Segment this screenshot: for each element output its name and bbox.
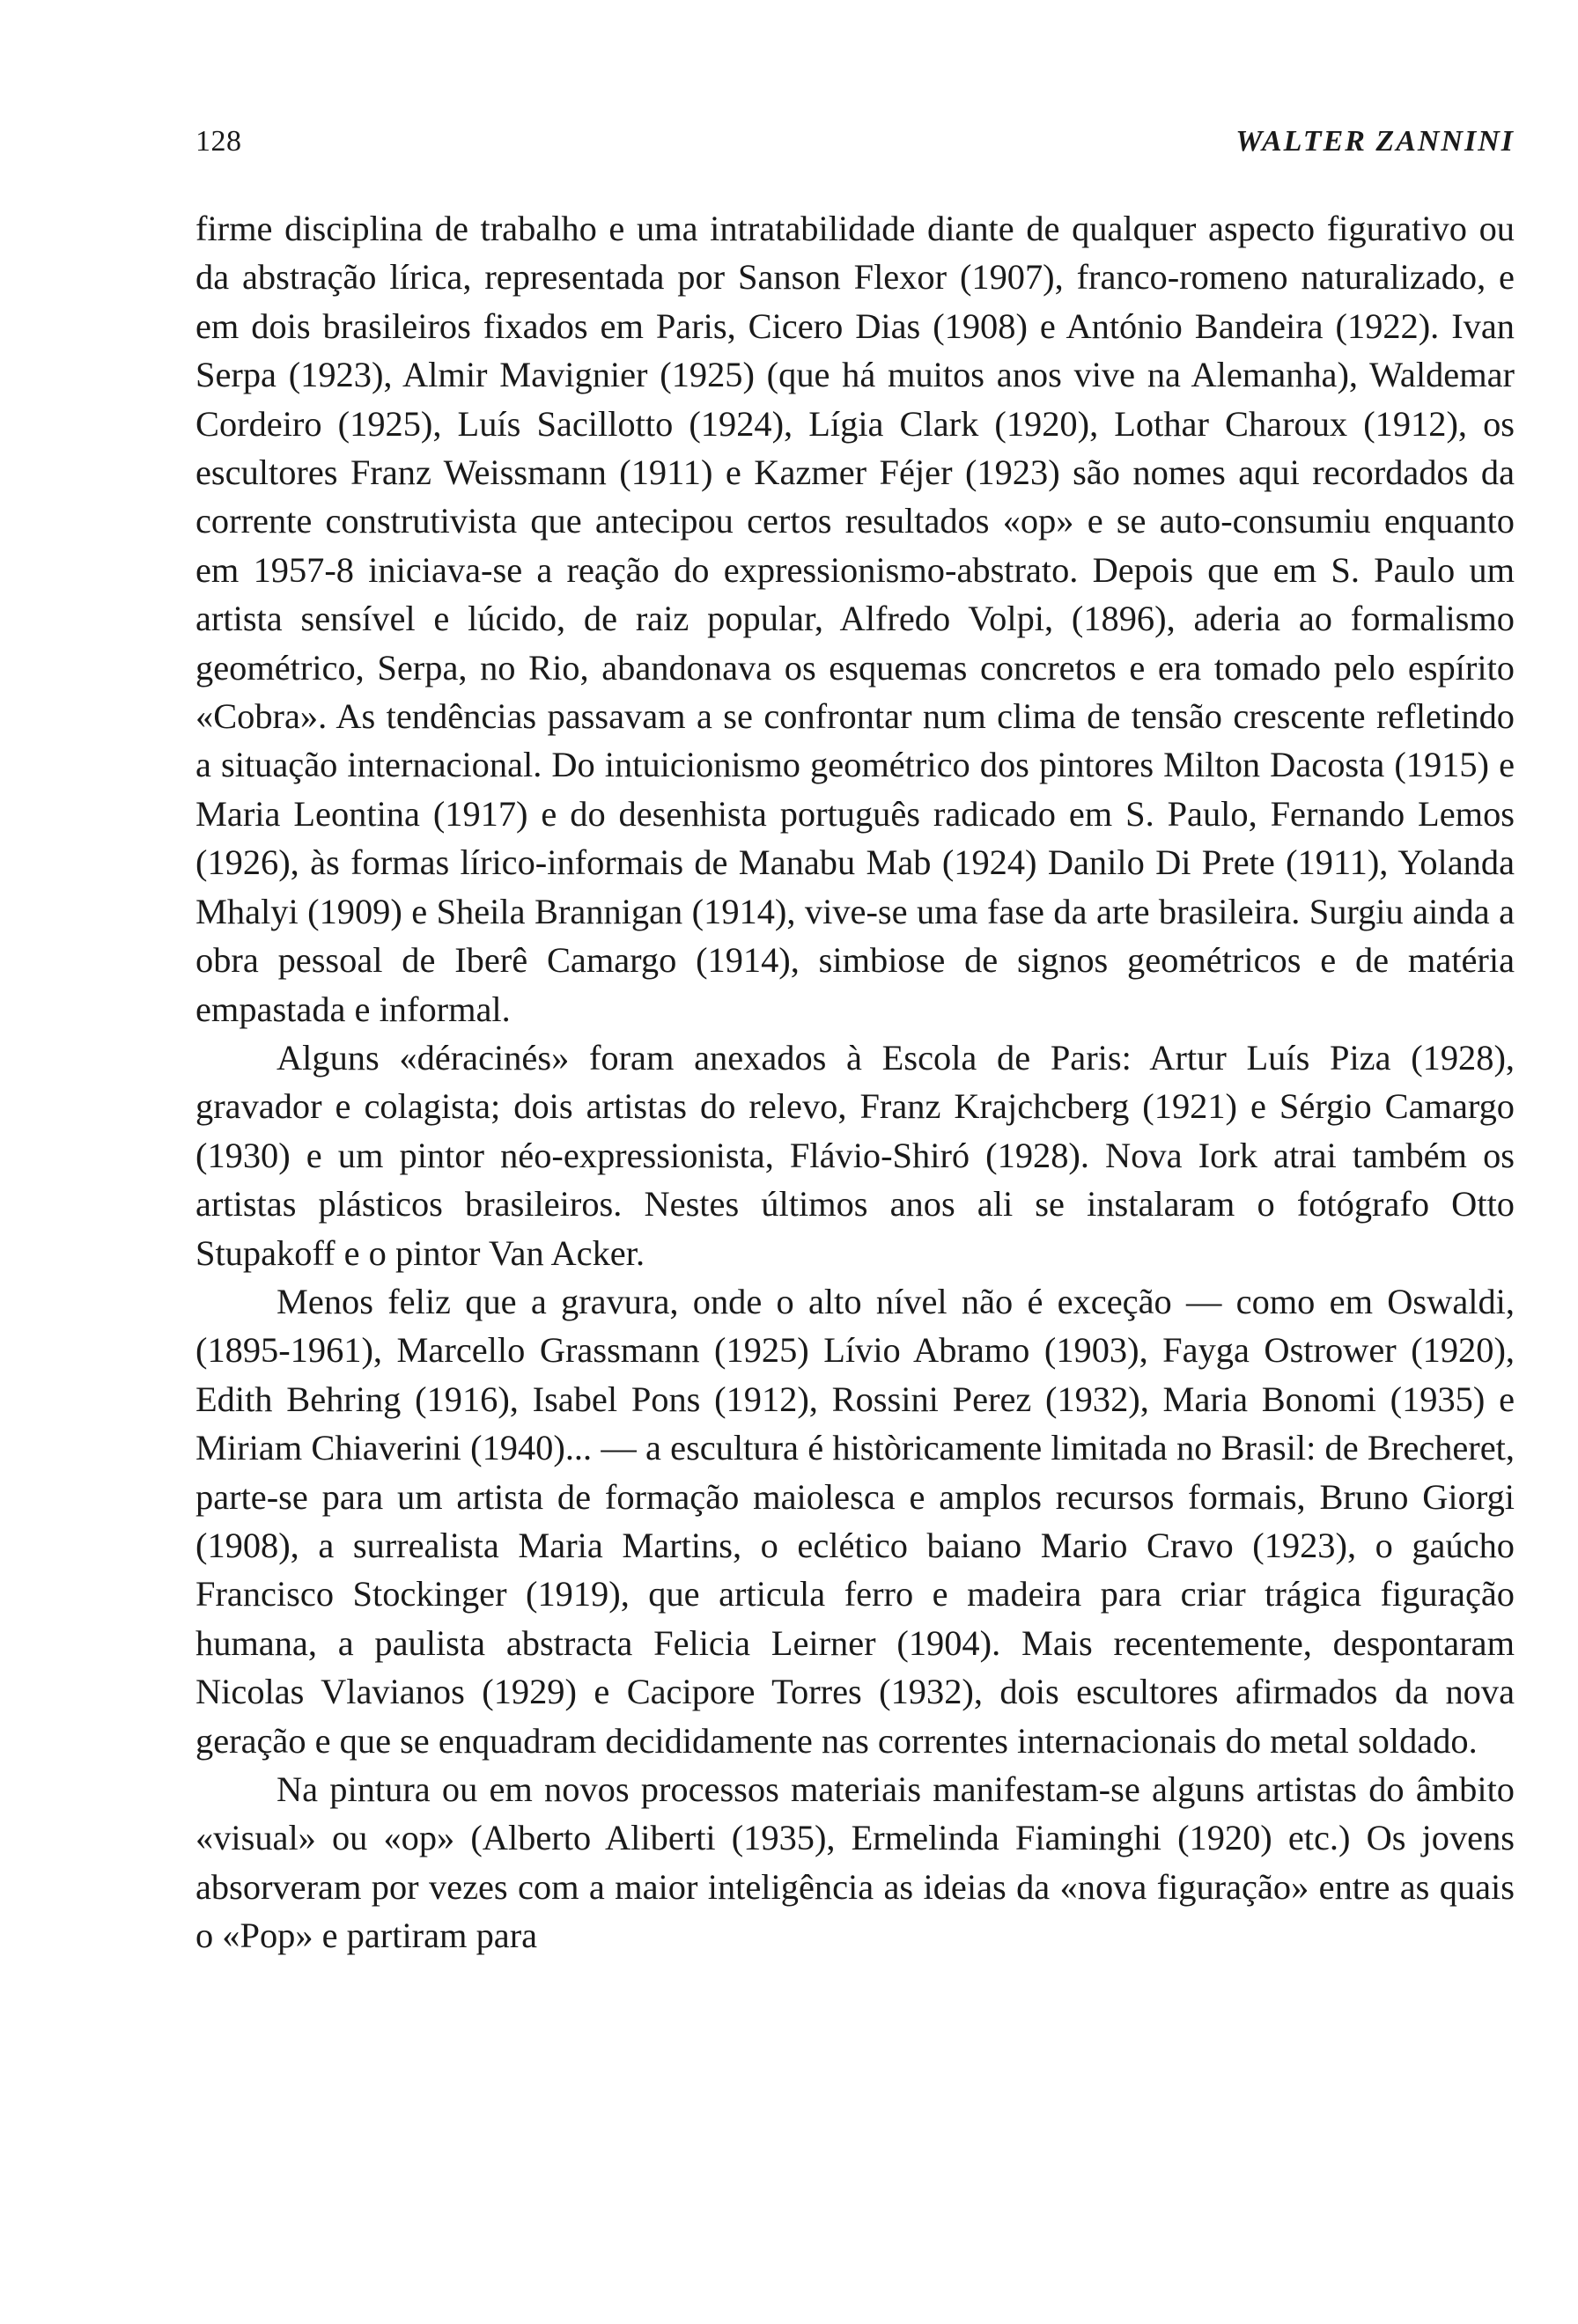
paragraph-pintura: Na pintura ou em novos processos materiais manifestam-se alguns artistas do âmbito «visual» ou «op» (Alberto Aliberti (1935), Ermelinda Fiaminghi (1920) etc.) Os jovens absorveram por vezes com a maior inteligência as ideias da «nova figuração» entre as quais o «Pop» e partiram para [195, 1769, 1515, 1956]
paragraph-continuation: firme disciplina de trabalho e uma intratabilidade diante de qualquer aspecto figurativo ou da abstração lírica, representada por Sanson Flexor (1907), franco-romeno naturalizado, e em dois brasileiros fixados em Paris, Cicero Dias (1908) e António Bandeira (1922). Ivan Serpa (1923), Almir Mavignier (1925) (que há muitos anos vive na Alemanha), Waldemar Cordeiro (1925), Luís Sacillotto (1924), Lígia Clark (1920), Lothar Charoux (1912), os escultores Franz Weissmann (1911) e Kazmer Féjer (1923) são nomes aqui recordados da corrente construtivista que antecipou certos resultados «op» e se auto-consumiu enquanto em 1957-8 iniciava-se a reação do expressionismo-abstrato. Depois que em S. Paulo um artista sensível e lúcido, de raiz popular, Alfredo Volpi, (1896), aderia ao formalismo geométrico, Serpa, no Rio, abandonava os esquemas concretos e era tomado pelo espírito «Cobra». As tendências passavam a se confrontar num clima de tensão crescente refletindo a situação internacional. Do intuicionismo geométrico dos pintores Milton Dacosta (1915) e Maria Leontina (1917) e do desenhista português radicado em S. Paulo, Fernando Lemos (1926), às formas lírico-informais de Manabu Mab (1924) Danilo Di Prete (1911), Yolanda Mhalyi (1909) e Sheila Brannigan (1914), vive-se uma fase da arte brasileira. Surgiu ainda a obra pessoal de Iberê Camargo (1914), simbiose de signos geométricos e de matéria empastada e informal. [195, 209, 1515, 1029]
page-header [195, 125, 1515, 169]
page-number: 128 [195, 125, 242, 158]
running-head-author: WALTER ZANNINI [1235, 125, 1515, 158]
page-body [195, 204, 1515, 1960]
paragraph-deracines: Alguns «déracinés» foram anexados à Escola de Paris: Artur Luís Piza (1928), gravador e colagista; dois artistas do relevo, Franz Krajchcberg (1921) e Sérgio Camargo (1930) e um pintor néo-expressionista, Flávio-Shiró (1928). Nova Iork atrai também os artistas plásticos brasileiros. Nestes últimos anos ali se instalaram o fotógrafo Otto Stupakoff e o pintor Van Acker. [195, 1037, 1515, 1273]
paragraph-gravura-escultura: Menos feliz que a gravura, onde o alto nível não é exceção — como em Oswaldi, (1895-1961), Marcello Grassmann (1925) Lívio Abramo (1903), Fayga Ostrower (1920), Edith Behring (1916), Isabel Pons (1912), Rossini Perez (1932), Maria Bonomi (1935) e Miriam Chiaverini (1940)... — a escultura é històricamente limitada no Brasil: de Brecheret, parte-se para um artista de formação maiolesca e amplos recursos formais, Bruno Giorgi (1908), a surrealista Maria Martins, o eclético baiano Mario Cravo (1923), o gaúcho Francisco Stockinger (1919), que articula ferro e madeira para criar trágica figuração humana, a paulista abstracta Felicia Leirner (1904). Mais recentemente, despontaram Nicolas Vlavianos (1929) e Cacipore Torres (1932), dois escultores afirmados da nova geração e que se enquadram decididamente nas correntes internacionais do metal soldado. [195, 1281, 1515, 1761]
